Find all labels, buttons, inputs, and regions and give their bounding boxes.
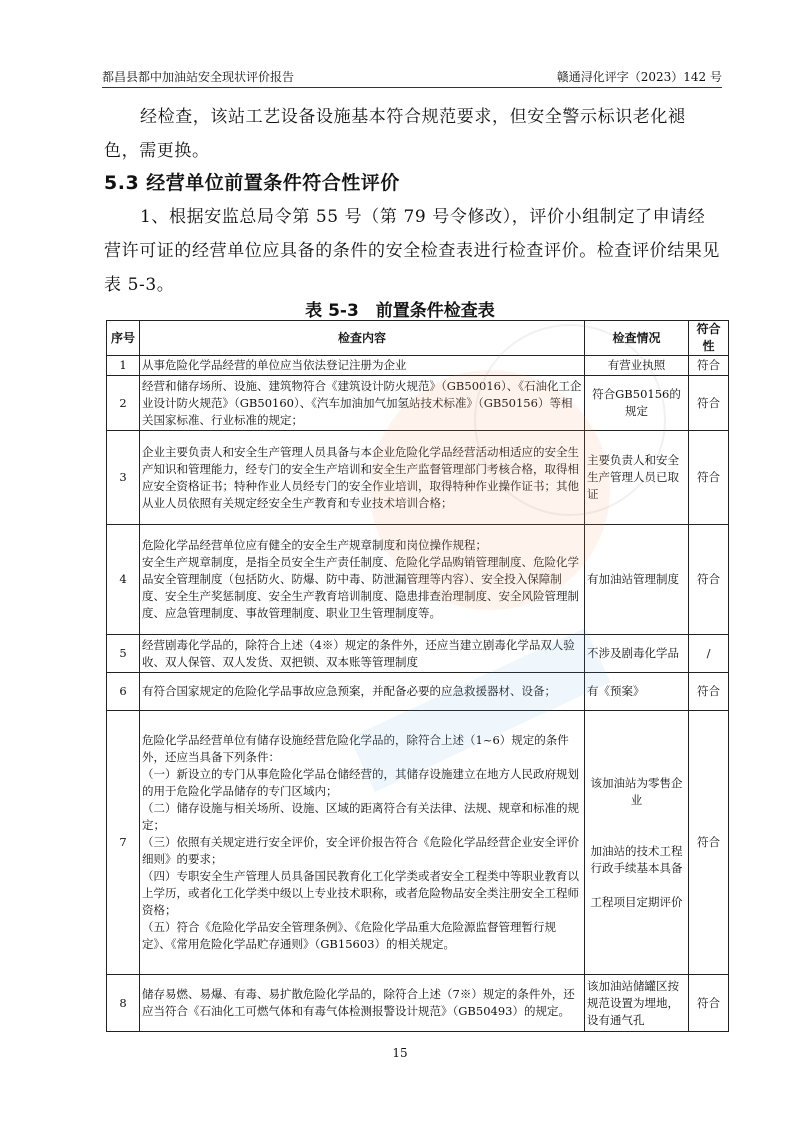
- row-content-line: 危险化学品经营单位有储存设施经营危险化学品的，除符合上述（1~6）规定的条件外，还应当具备下列条件：: [142, 733, 569, 764]
- row-content-line: （五）符合《危险化学品安全管理条例》、《危险化学品重大危险源监督管理暂行规定》、《常用危险化学品贮存通则》（GB15603）的相关规定。: [142, 920, 556, 951]
- row-result: 符合: [689, 525, 729, 635]
- table-row: [107, 673, 729, 711]
- row-content: 有符合国家规定的危险化学品事故应急预案，并配备必要的应急救援器材、设备；: [140, 673, 585, 711]
- header-result: 符合性: [689, 321, 729, 356]
- row-content: 经营和储存场所、设施、建筑物符合《建筑设计防火规范》（GB50016）、《石油化工企业设计防火规范》（GB50160）、《汽车加油加气加氢站技术标准》（GB50156）等相关国家标准、行业标准的规定；: [140, 376, 585, 431]
- row-result: 符合: [689, 431, 729, 525]
- row-status: 主要负责人和安全生产管理人员已取证: [585, 431, 689, 525]
- header-content: 检查内容: [140, 321, 585, 356]
- row-content: [140, 525, 585, 635]
- section-heading: 5.3 经营单位前置条件符合性评价: [104, 172, 400, 194]
- table-row: [107, 975, 729, 1032]
- row-status: 有加油站管理制度: [585, 525, 689, 635]
- row-index: 6: [107, 673, 140, 711]
- row-result: 符合: [689, 673, 729, 711]
- header-report-title: 都昌县都中加油站安全现状评价报告: [102, 70, 295, 84]
- row-status-line: 该加油站为零售企业: [590, 775, 683, 807]
- row-status: 不涉及剧毒化学品: [585, 635, 689, 673]
- row-content: 从事危险化学品经营的单位应当依法登记注册为企业: [140, 356, 585, 376]
- row-result: 符合: [689, 975, 729, 1032]
- paragraph-inspection-result: 经检查，该站工艺设备设施基本符合规范要求，但安全警示标识老化褪色，需更换。: [104, 107, 686, 161]
- row-content: [140, 711, 585, 975]
- row-status-line: 工程项目定期评价: [590, 894, 683, 909]
- row-status: [585, 711, 689, 975]
- row-index: 8: [107, 975, 140, 1032]
- row-content-line: （四）专职安全生产管理人员具备国民教育化工化学类或者安全工程类中等职业教育以上学历，或者化工化学类中级以上专业技术职称，或者危险物品安全类注册安全工程师资格；: [142, 869, 579, 917]
- header-index: 序号: [107, 321, 140, 356]
- paragraph-evaluation-basis: 1、根据安监总局令第 55 号（第 79 号令修改），评价小组制定了申请经营许可证的经营单位应具备的条件的安全检查表进行检查评价。检查评价结果见表 5-3。: [104, 207, 720, 295]
- row-index: 4: [107, 525, 140, 635]
- page-header: [102, 66, 722, 88]
- row-content-line: 危险化学品经营单位应有健全的安全生产规章制度和岗位操作规程；: [142, 538, 487, 552]
- table-row: [107, 635, 729, 673]
- row-index: 1: [107, 356, 140, 376]
- table-row: [107, 376, 729, 431]
- precondition-check-table: [106, 320, 729, 1032]
- row-content: 储存易燃、易爆、有毒、易扩散危险化学品的，除符合上述（7※）规定的条件外，还应当符合《石油化工可燃气体和有毒气体检测报警设计规范》（GB50493）的规定。: [140, 975, 585, 1032]
- row-content-line: （三）依照有关规定进行安全评价，安全评价报告符合《危险化学品经营企业安全评价细则》的要求；: [142, 835, 579, 866]
- row-content-line: （一）新设立的专门从事危险化学品仓储经营的，其储存设施建立在地方人民政府规划的用于危险化学品储存的专门区域内；: [142, 767, 579, 798]
- row-index: 5: [107, 635, 140, 673]
- row-result: /: [689, 635, 729, 673]
- header-report-number: 赣通浔化评字（2023）142 号: [556, 70, 722, 84]
- row-status: 有营业执照: [585, 356, 689, 376]
- row-result: 符合: [689, 711, 729, 975]
- table-row: [107, 431, 729, 525]
- row-status: 有《预案》: [585, 673, 689, 711]
- row-status: 该加油站储罐区按规范设置为埋地，设有通气孔: [585, 975, 689, 1032]
- row-status: 符合GB50156的规定: [585, 376, 689, 431]
- row-result: 符合: [689, 376, 729, 431]
- table-row: [107, 356, 729, 376]
- row-content-line: 安全生产规章制度，是指全员安全生产责任制度、危险化学品购销管理制度、危险化学品安全管理制度（包括防火、防爆、防中毒、防泄漏管理等内容）、安全投入保障制度、安全生产奖惩制度、安全生产教育培训制度、隐患排查治理制度、安全风险管理制度、应急管理制度、事故管理制度、职业卫生管理制度等。: [142, 555, 579, 620]
- row-index: 2: [107, 376, 140, 431]
- table-caption: 表 5-3 前置条件检查表: [305, 301, 495, 321]
- page-number: 15: [392, 1046, 408, 1060]
- row-result: 符合: [689, 356, 729, 376]
- row-content-line: （二）储存设施与相关场所、设施、区域的距离符合有关法律、法规、规章和标准的规定；: [142, 801, 579, 832]
- row-status-line: 加油站的技术工程行政手续基本具备: [590, 843, 683, 875]
- row-index: 7: [107, 711, 140, 975]
- row-content: 经营剧毒化学品的，除符合上述（4※）规定的条件外，还应当建立剧毒化学品双人验收、双人保管、双人发货、双把锁、双本账等管理制度: [140, 635, 585, 673]
- table-header-row: [107, 321, 729, 356]
- row-content: 企业主要负责人和安全生产管理人员具备与本企业危险化学品经营活动相适应的安全生产知识和管理能力，经专门的安全生产培训和安全生产监督管理部门考核合格，取得相应安全资格证书；特种作业人员经专门的安全作业培训，取得特种作业操作证书；其他从业人员依照有关规定经安全生产教育和专业技术培训合格；: [140, 431, 585, 525]
- table-row: [107, 525, 729, 635]
- header-status: 检查情况: [585, 321, 689, 356]
- row-index: 3: [107, 431, 140, 525]
- table-row: [107, 711, 729, 975]
